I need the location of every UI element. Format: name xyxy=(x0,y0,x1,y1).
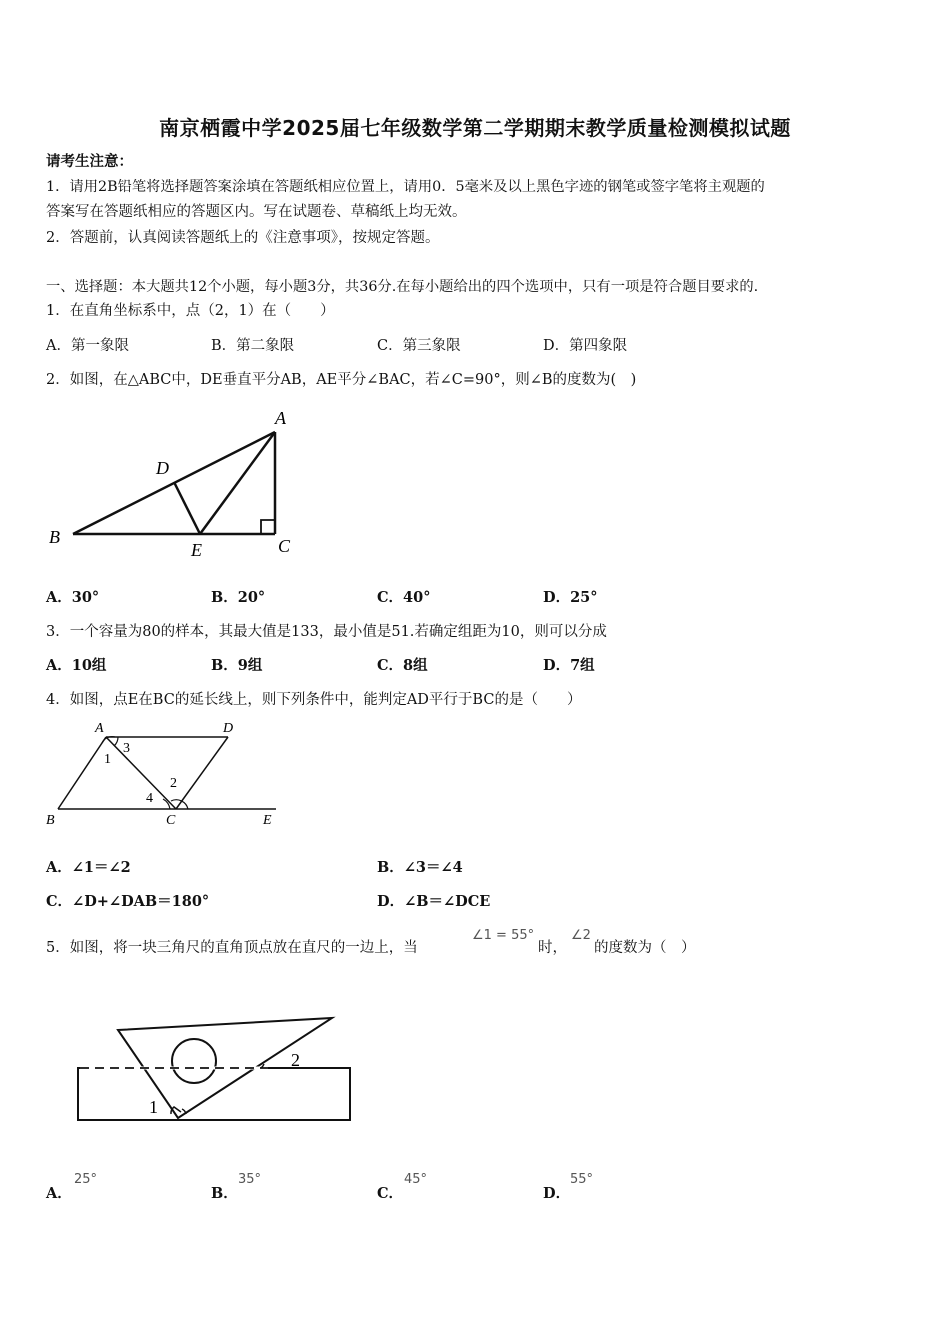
q4-label-b: B xyxy=(46,813,55,828)
notice-heading: 请考生注意： xyxy=(46,153,133,170)
q3-option-b[interactable]: B．9组 xyxy=(211,657,263,674)
q4-segment-ac xyxy=(106,737,176,809)
q5-option-b-value[interactable]: 35° xyxy=(238,1172,262,1187)
q2-segment-ae xyxy=(200,432,275,534)
q2-option-a[interactable]: A．30° xyxy=(46,589,100,606)
q5-option-c-value[interactable]: 45° xyxy=(404,1172,428,1187)
q4-label-angle-3: 3 xyxy=(123,741,130,756)
q5-option-d-letter[interactable]: D． xyxy=(543,1185,571,1202)
q4-label-a: A xyxy=(95,721,104,736)
q4-segment-ab xyxy=(58,737,106,809)
section-heading: 一、选择题：本大题共12个小题，每小题3分，共36分.在每小题给出的四个选项中，只有一项是符合题目要求的. xyxy=(46,279,759,295)
q5-stem-mid: 时， xyxy=(538,940,567,956)
q5-option-a-letter[interactable]: A． xyxy=(46,1185,72,1202)
q4-stem: 4．如图，点E在BC的延长线上，则下列条件中，能判定AD平行于BC的是（ ） xyxy=(46,692,582,708)
q5-set-square-hole xyxy=(172,1039,216,1083)
q4-option-a[interactable]: A．∠1＝∠2 xyxy=(46,859,131,876)
q2-option-c[interactable]: C．40° xyxy=(377,589,431,606)
q4-option-d[interactable]: D．∠B＝∠DCE xyxy=(377,893,491,910)
q2-label-d: D xyxy=(156,458,169,478)
q2-stem: 2．如图，在△ABC中，DE垂直平分AB，AE平分∠BAC，若∠C=90°，则∠B的度数为( ) xyxy=(46,372,637,388)
q5-condition-angle1: ∠1 = 55° xyxy=(472,928,535,943)
q5-stem-end: 的度数为（ ） xyxy=(594,940,696,956)
q1-option-b[interactable]: B．第二象限 xyxy=(211,338,295,354)
q5-option-a-value[interactable]: 25° xyxy=(74,1172,98,1187)
notice-item-1: 1．请用2B铅笔将选择题答案涂填在答题纸相应位置上，请用0．5毫米及以上黑色字迹的钢笔或签字笔将主观题的 xyxy=(46,179,765,195)
q5-option-b-letter[interactable]: B． xyxy=(211,1185,238,1202)
q4-parallelogram-figure xyxy=(40,715,290,830)
q1-option-c[interactable]: C．第三象限 xyxy=(377,338,461,354)
q4-label-c: C xyxy=(166,813,176,828)
q2-label-b: B xyxy=(49,527,60,547)
q5-option-c-letter[interactable]: C． xyxy=(377,1185,404,1202)
q3-option-d[interactable]: D．7组 xyxy=(543,657,595,674)
q4-label-e: E xyxy=(263,813,272,828)
q3-option-a[interactable]: A．10组 xyxy=(46,657,107,674)
page-title: 南京栖霞中学2025届七年级数学第二学期期末教学质量检测模拟试题 xyxy=(159,116,791,140)
q2-option-b[interactable]: B．20° xyxy=(211,589,266,606)
q4-label-angle-1: 1 xyxy=(104,752,111,767)
notice-item-1-cont: 答案写在答题纸相应的答题区内。写在试题卷、草稿纸上均无效。 xyxy=(46,204,467,220)
q5-condition-angle2: ∠2 xyxy=(571,928,591,943)
q3-stem: 3．一个容量为80的样本，其最大值是133，最小值是51.若确定组距为10，则可以分成 xyxy=(46,624,607,640)
q2-right-angle-mark xyxy=(261,520,275,534)
q2-triangle-figure xyxy=(40,400,310,565)
q2-option-d[interactable]: D．25° xyxy=(543,589,598,606)
q4-segment-dc xyxy=(176,737,228,809)
q5-label-angle-2: 2 xyxy=(291,1050,300,1070)
q5-label-angle-1: 1 xyxy=(149,1097,158,1117)
q2-label-c: C xyxy=(278,536,291,556)
q1-option-d[interactable]: D．第四象限 xyxy=(543,338,628,354)
q3-option-c[interactable]: C．8组 xyxy=(377,657,428,674)
notice-item-2: 2．答题前，认真阅读答题纸上的《注意事项》，按规定答题。 xyxy=(46,230,440,246)
q4-label-d: D xyxy=(223,721,234,736)
q4-arc-3 xyxy=(114,737,118,746)
q4-arc-4 xyxy=(163,799,170,809)
q4-option-b[interactable]: B．∠3＝∠4 xyxy=(377,859,463,876)
q1-option-a[interactable]: A．第一象限 xyxy=(46,338,129,354)
q1-stem: 1．在直角坐标系中，点（2，1）在（ ） xyxy=(46,303,335,319)
q5-option-d-value[interactable]: 55° xyxy=(570,1172,594,1187)
q5-ruler-triangle-figure xyxy=(70,1010,360,1130)
q4-option-c[interactable]: C．∠D+∠DAB＝180° xyxy=(46,893,210,910)
q5-stem-start: 5．如图，将一块三角尺的直角顶点放在直尺的一边上，当 xyxy=(46,940,418,956)
q4-label-angle-2: 2 xyxy=(170,776,177,791)
q2-label-a: A xyxy=(275,408,286,428)
q4-label-angle-4: 4 xyxy=(146,791,153,806)
q2-segment-de xyxy=(174,482,200,534)
q2-label-e: E xyxy=(191,540,202,560)
